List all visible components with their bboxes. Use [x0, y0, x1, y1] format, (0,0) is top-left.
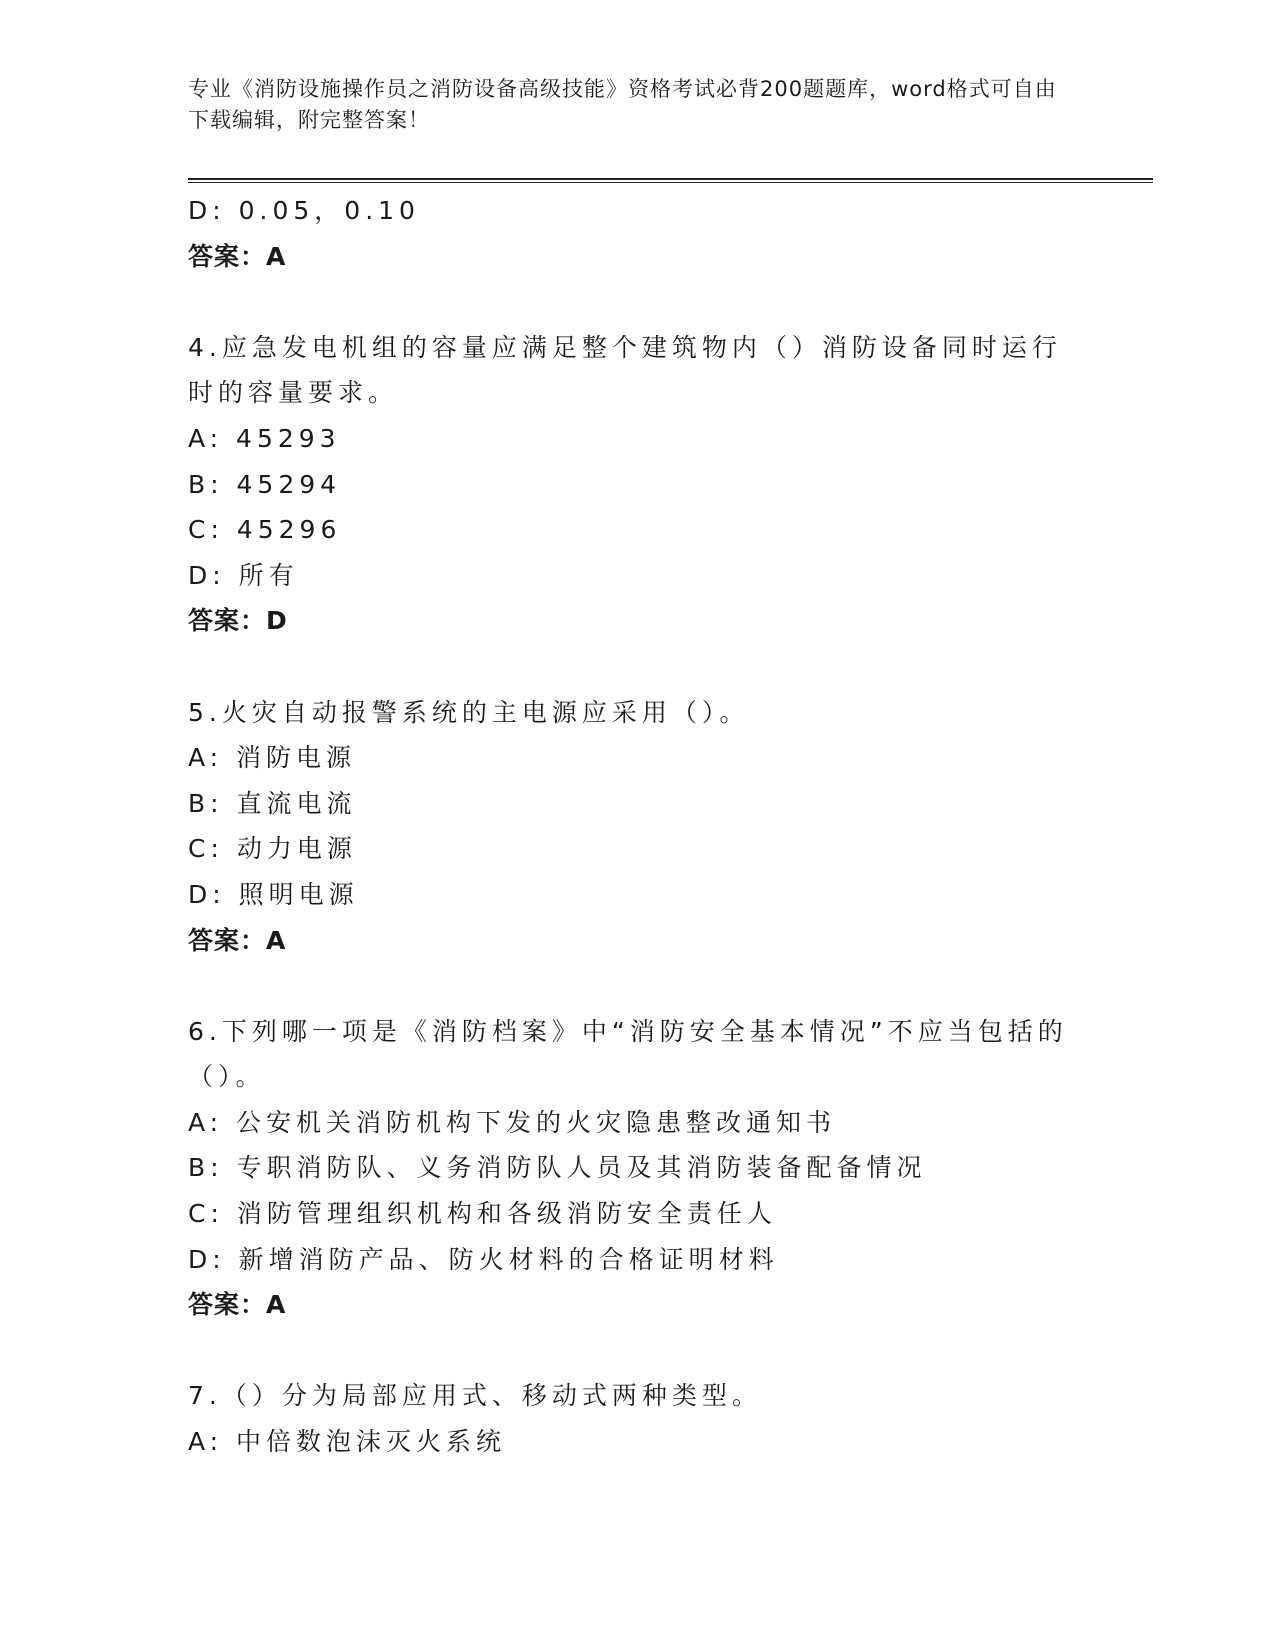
answer: 答案：A — [188, 241, 287, 271]
spacer — [188, 644, 1068, 690]
answer: 答案：A — [188, 925, 287, 955]
document-body — [188, 188, 1068, 1465]
option-a: A: 消防电源 — [188, 743, 357, 773]
option-a: A: 公安机关消防机构下发的火灾隐患整改通知书 — [188, 1107, 837, 1137]
option-a: A: 中倍数泡沫灭火系统 — [188, 1427, 507, 1457]
page-header: 专业《消防设施操作员之消防设备高级技能》资格考试必背200题题库，word格式可自由下载编辑，附完整答案！ — [188, 77, 1057, 132]
option-b: B: 45294 — [188, 469, 342, 499]
question-stem: 6.下列哪一项是《消防档案》中“消防安全基本情况”不应当包括的（）。 — [188, 1016, 1068, 1092]
option-d: D: 所有 — [188, 560, 299, 590]
spacer — [188, 279, 1068, 325]
spacer — [188, 963, 1068, 1009]
option-c: C: 动力电源 — [188, 834, 357, 864]
option-c: C: 45296 — [188, 515, 342, 545]
answer: 答案：D — [188, 606, 288, 636]
option-d: D: 照明电源 — [188, 879, 359, 909]
option-d: D: 0.05，0.10 — [188, 196, 420, 225]
option-b: B: 直流电流 — [188, 788, 357, 818]
question-stem: 5.火灾自动报警系统的主电源应采用（）。 — [188, 697, 750, 727]
answer: 答案：A — [188, 1290, 287, 1320]
spacer — [188, 1328, 1068, 1374]
option-a: A: 45293 — [188, 423, 341, 453]
question-stem: 7.（）分为局部应用式、移动式两种类型。 — [188, 1381, 762, 1411]
option-d: D: 新增消防产品、防火材料的合格证明材料 — [188, 1244, 779, 1274]
header-divider — [188, 178, 1153, 183]
option-c: C: 消防管理组织机构和各级消防安全责任人 — [188, 1199, 777, 1229]
option-b: B: 专职消防队、义务消防队人员及其消防装备配备情况 — [188, 1153, 927, 1183]
question-stem: 4.应急发电机组的容量应满足整个建筑物内（）消防设备同时运行时的容量要求。 — [188, 332, 1062, 408]
